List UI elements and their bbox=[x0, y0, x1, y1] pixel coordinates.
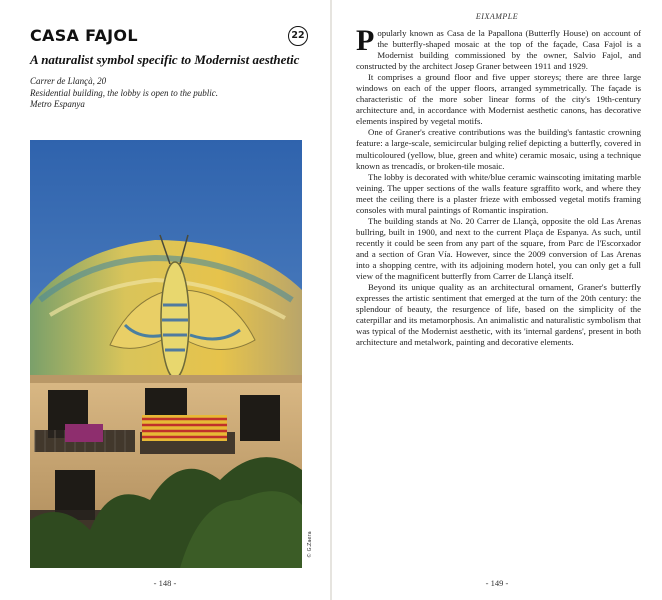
building-photo bbox=[30, 140, 302, 568]
access-note: Residential building, the lobby is open to the public. bbox=[30, 87, 218, 98]
paragraph-1-text: opularly known as Casa de la Papallona (Butterfly House) on account of the butterfly-shaped mosaic at the top of the façade, Casa Fajol is a Modernist building commissioned by the owner, Salvio Fajol, and constructed by the architect Josep Graner between 1911 and 1929. bbox=[356, 28, 641, 72]
article-body bbox=[356, 24, 641, 348]
entry-number-badge: 22 bbox=[288, 26, 308, 46]
paragraph-2: It comprises a ground floor and five upper storeys; there are three large windows on each of the upper floors, arranged symmetrically. The façade is characteristic of the more sober linear forms of the city's 19th-century architecture and, in accordance with Modernist aesthetic canons, has decorative elements inspired by vegetal motifs. bbox=[356, 72, 641, 127]
paragraph-3: One of Graner's creative contributions was the building's fantastic crowning feature: a large-scale, semicircular bulging relief depicting a butterfly, covered in multicoloured (yellow, blue, green and white) ceramic mosaic, using a technique known as trencadís, or broken-tile mosaic. bbox=[356, 127, 641, 171]
page-title: CASA FAJOL bbox=[30, 26, 138, 45]
address-line: Carrer de Llançà, 20 bbox=[30, 76, 107, 86]
paragraph-1 bbox=[356, 24, 641, 72]
title-row bbox=[30, 26, 308, 48]
paragraph-5: The building stands at No. 20 Carrer de Llançà, opposite the old Las Arenas bullring, built in 1900, and next to the current Plaça de Espanya. As such, until recently it could be seen from any part of the square, from Parc de l'Escorxador and a section of Gran Vía. However, since the 2009 conversion of Las Arenas into a shopping centre, with its adjoining modern hotel, you can only get a full view of the magnificent butterfly from Carrer de Llançà itself. bbox=[356, 215, 641, 282]
address-meta bbox=[30, 76, 310, 111]
left-page bbox=[0, 0, 330, 600]
right-page-number: - 149 - bbox=[485, 578, 509, 588]
paragraph-4: The lobby is decorated with white/blue ceramic wainscoting imitating marble veining. The upper sections of the walls feature sgraffito work, and where they meet the ceiling there is a plaster frieze with embossed vegetal motifs framing consoles with mural paintings of Romantic inspiration. bbox=[356, 171, 641, 215]
paragraph-6: Beyond its unique quality as an architectural ornament, Graner's butterfly expresses the artistic sentiment that emerged at the turn of the 20th century: the splendour of beauty, the resurgence of life, based on the simplicity of the caterpillar and its metamorphosis. An animalistic and naturalistic symbolism that was typical of the Modernist aesthetic, with its 'internal gardens', present in both architecture and metalwork, painting and decorative elements. bbox=[356, 282, 641, 348]
page-subtitle: A naturalist symbol specific to Modernist aesthetic bbox=[30, 52, 300, 67]
metro-station: Metro Espanya bbox=[30, 99, 85, 109]
photo-credit: © G.Zaera bbox=[307, 531, 313, 558]
drop-cap: P bbox=[356, 24, 375, 57]
right-page bbox=[332, 0, 662, 600]
running-head: EIXAMPLE bbox=[475, 12, 519, 21]
left-page-number: - 148 - bbox=[153, 578, 177, 588]
